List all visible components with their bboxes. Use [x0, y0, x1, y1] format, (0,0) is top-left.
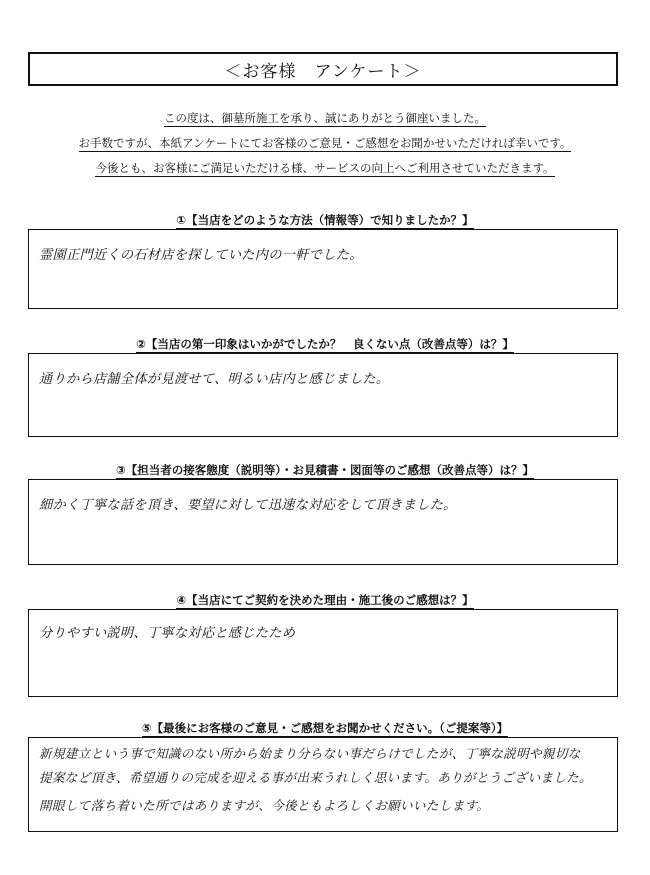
answer-box-1: [28, 229, 618, 309]
answer-3-line-1: 細かく丁寧な話を頂き、要望に対して迅速な対応をして頂きました。: [39, 498, 457, 513]
answer-5-line-2: 提案など頂き、希望通りの完成を迎える事が出来うれしく思います。ありがとうございました。: [39, 770, 592, 785]
answer-2-line-1: 通りから店舗全体が見渡せて、明るい店内と感じました。: [39, 372, 390, 387]
question-1-label: ①【当店をどのような方法（情報等）で知りましたか？】: [176, 213, 474, 227]
intro-line-3: 今後とも、お客様にご満足いただける様、サービスの向上へご利用させていただきます。: [95, 161, 555, 175]
answer-box-3: [28, 479, 618, 565]
survey-title: ＜お客様 アンケート＞: [224, 61, 422, 82]
question-5-label: ⑤【最後にお客様のご意見・ご感想をお聞かせください。（ご提案等）】: [141, 721, 509, 735]
question-3-label: ③【担当者の接客態度（説明等）・お見積書・図面等のご感想（改善点等）は？】: [116, 463, 534, 477]
survey-title-box: [28, 52, 618, 86]
answer-box-2: [28, 353, 618, 437]
intro-line-1: この度は、御墓所施工を承り、誠にありがとう御座いました。: [164, 111, 486, 125]
answer-4-line-1: 分りやすい説明、丁寧な対応と感じたため: [39, 626, 296, 641]
question-4-label: ④【当店にてご契約を決めた理由・施工後のご感想は？】: [176, 593, 474, 607]
answer-1-line-1: 霊園正門近くの石材店を探していた内の一軒でした。: [39, 248, 363, 263]
answer-box-4: [28, 609, 618, 697]
question-2-label: ②【当店の第一印象はいかがでしたか？ 良くない点（改善点等）は？】: [136, 337, 514, 351]
answer-5-line-1: 新規建立という事で知識のない所から始まり分らない事だらけでしたが、丁寧な説明や親切な: [39, 746, 581, 761]
intro-line-2: お手数ですが、本紙アンケートにてお客様のご意見・ご感想をお聞かせいただければ幸いです。: [78, 136, 572, 150]
answer-box-5: [28, 737, 618, 832]
answer-5-line-3: 開眼して落ち着いた所ではありますが、今後ともよろしくお願いいたします。: [39, 798, 490, 813]
